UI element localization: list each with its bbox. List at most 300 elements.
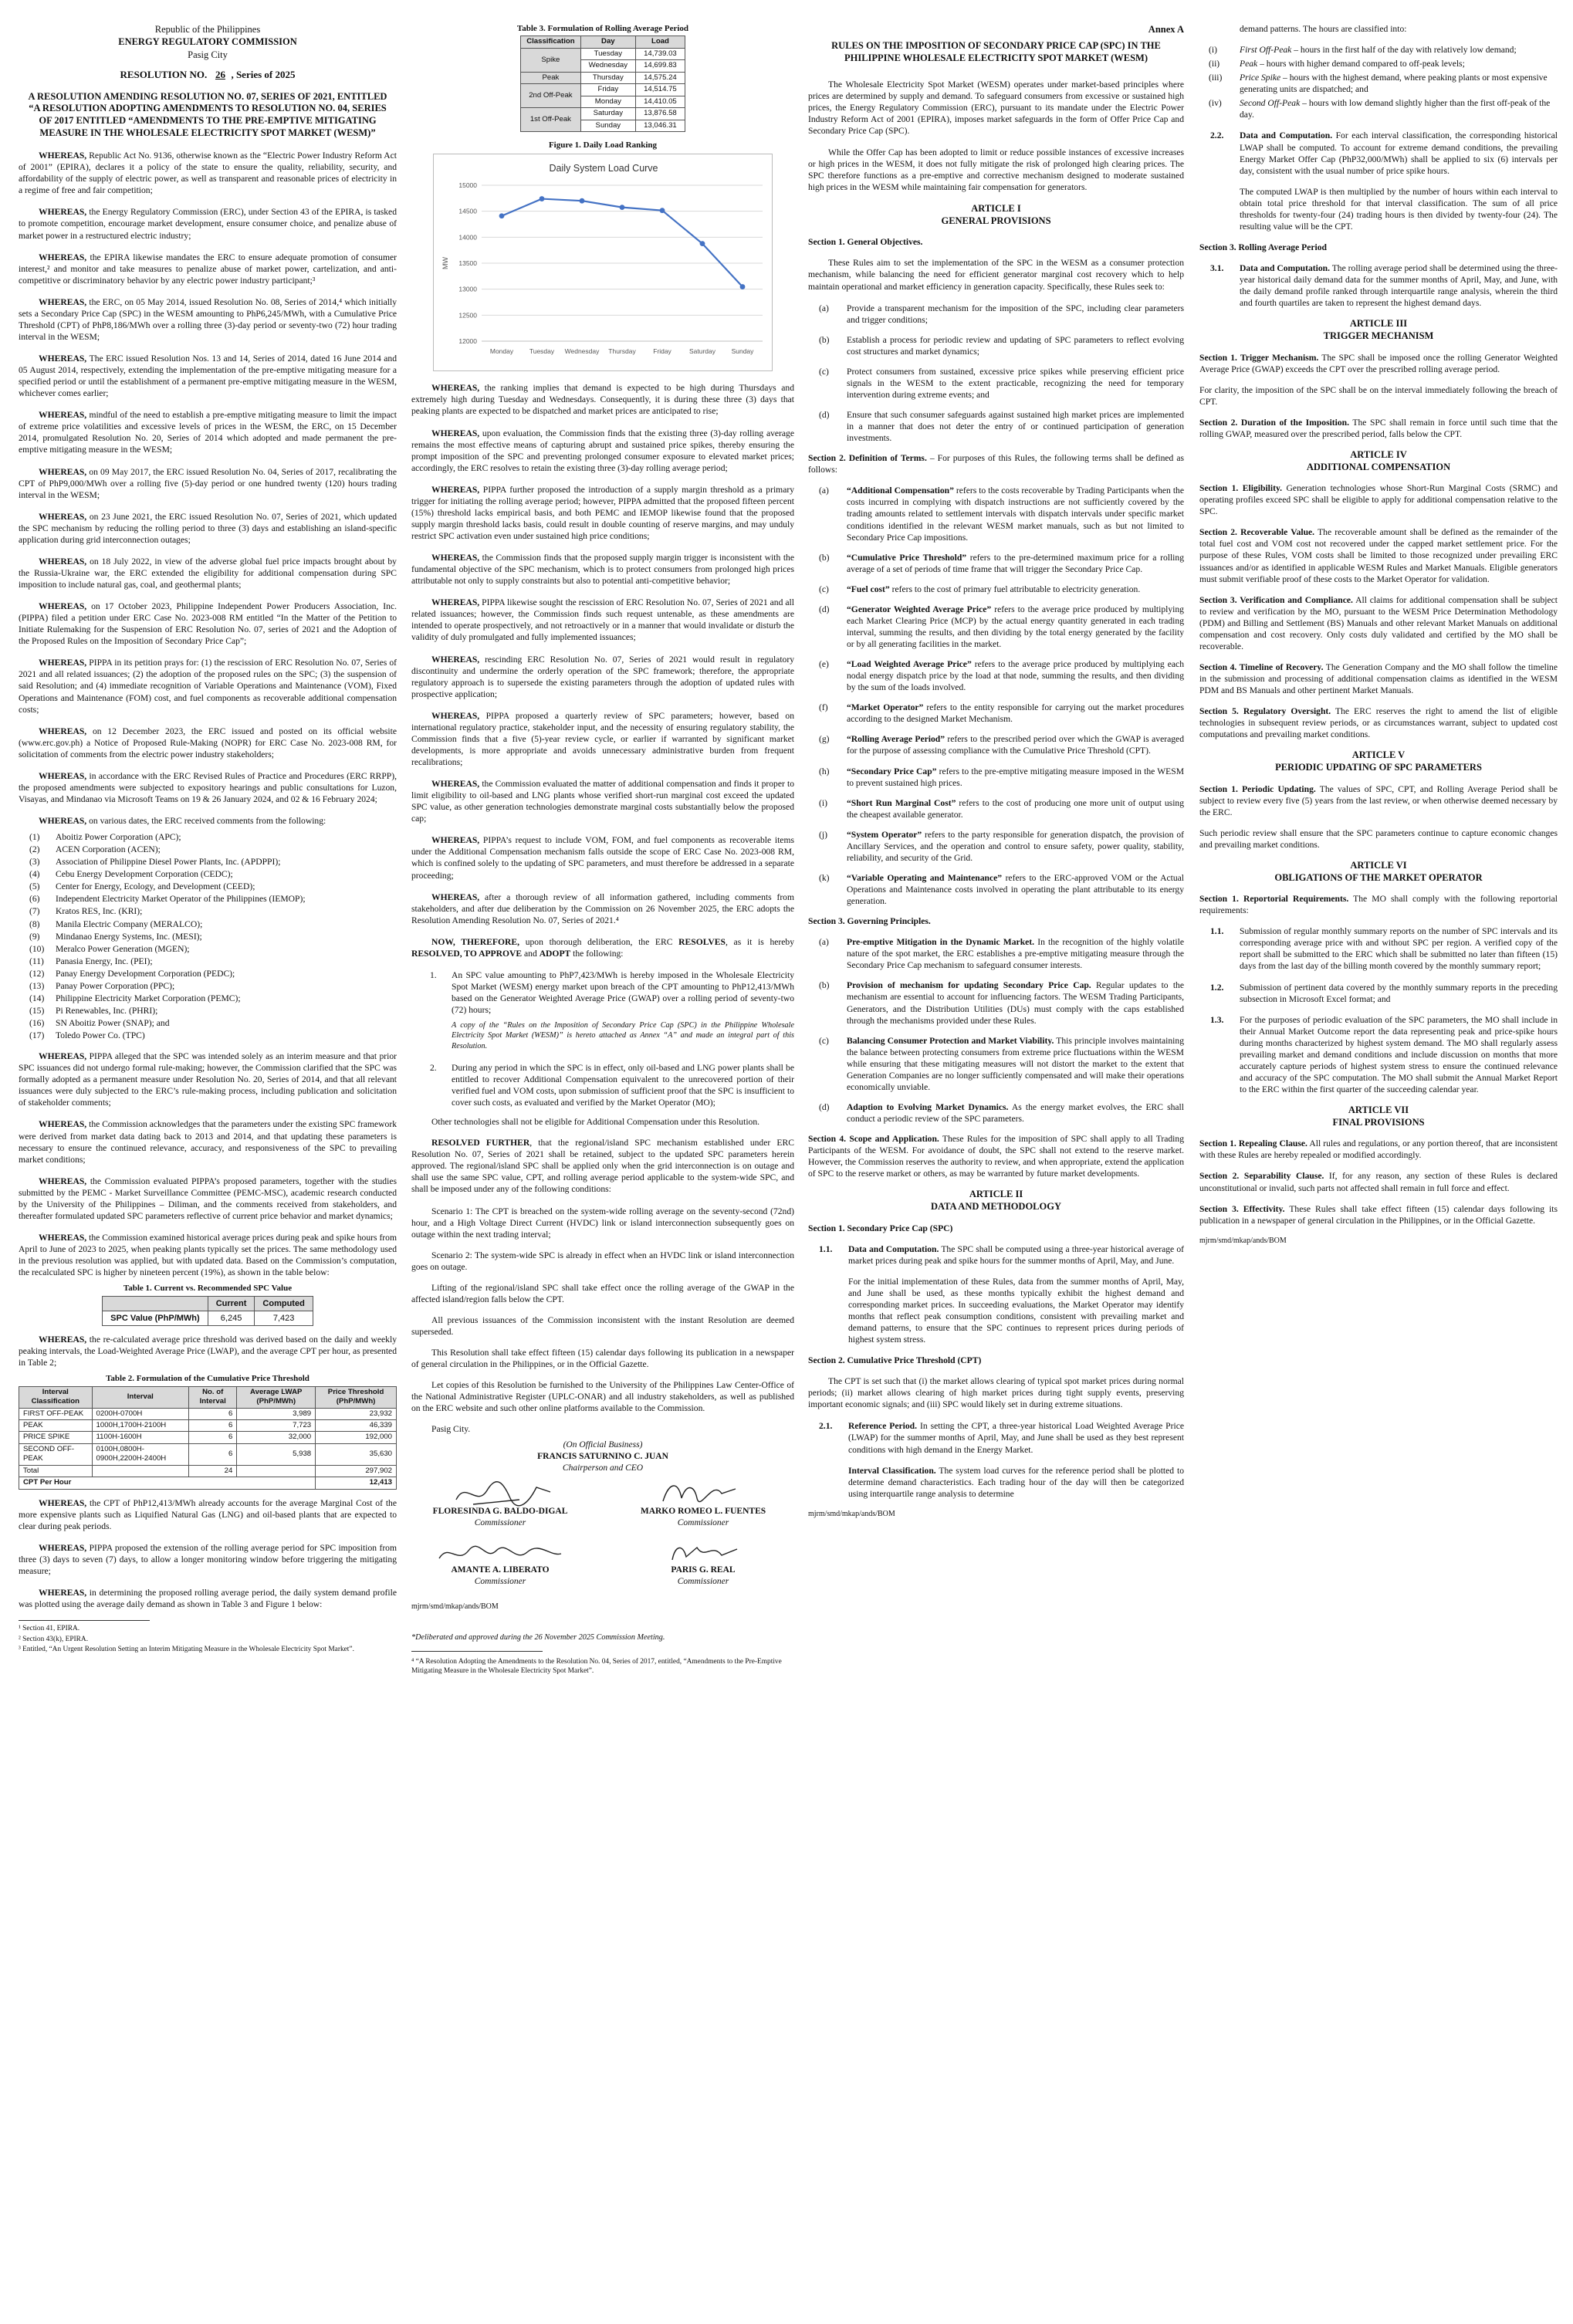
commissioner-signature-2: MARKO ROMEO L. FUENTES Commissioner	[640, 1507, 766, 1528]
defined-term: “Generator Weighted Average Price”	[847, 604, 992, 614]
table-total-row	[19, 1477, 397, 1489]
table-cell: 1100H-1600H	[92, 1432, 189, 1443]
list-number: (iv)	[1209, 98, 1222, 109]
table-cell: 35,630	[316, 1443, 397, 1465]
list-body: refers to the prescribed period over which the GWAP is averaged for the purpose of assessing compliance with the Cumulative Price Threshold (CPT).	[847, 734, 1184, 756]
table-row	[19, 1432, 397, 1443]
table-cell: 3,989	[237, 1408, 316, 1419]
list-text	[847, 1101, 1184, 1125]
list-item	[29, 905, 397, 917]
article-1-heading: ARTICLE I GENERAL PROVISIONS	[941, 203, 1051, 226]
list-item	[819, 658, 1184, 693]
list-text	[847, 829, 1184, 864]
list-number: (a)	[819, 303, 829, 313]
list-text	[847, 733, 1184, 756]
list-number: (k)	[819, 872, 830, 883]
list-item	[1209, 58, 1558, 69]
article-7-heading: ARTICLE VII FINAL PROVISIONS	[1332, 1104, 1425, 1128]
table-cell: Peak	[521, 72, 580, 83]
table-cell: Sunday	[580, 120, 636, 131]
x-tick-label: Monday	[489, 347, 514, 356]
defined-term: Peak	[1240, 59, 1258, 69]
scenario-2: Scenario 2: The system-wide SPC is already in effect when an HVDC link or island interconnection goes on outage.	[411, 1250, 794, 1272]
whereas-clause: WHEREAS, rescinding ERC Resolution No. 07, Series of 2021 would result in regulatory discontinuity and undermine the orderly operation of the SPC framework; therefore, the appropriate regulatory approach is to supersede the existing parameters through the adoption of updated rules with prospective application;	[411, 654, 794, 699]
whereas-clause: WHEREAS, the CPT of PhP12,413/MWh already accounts for the average Marginal Cost of the more expensive plants such as Liquified Natural Gas (LNG) and oil-based plants that are expected to clear during peak periods.	[19, 1497, 397, 1531]
table-cell: 5,938	[237, 1443, 316, 1465]
place-line: Pasig City.	[431, 1424, 471, 1435]
data-point	[660, 208, 665, 214]
table-header: No. of Interval	[189, 1386, 237, 1408]
whereas-clause: WHEREAS, on various dates, the ERC received comments from the following:	[39, 816, 326, 827]
list-body: In the recognition of the highly volatile nature of the spot market, the ERC establishes a pre-emptive mitigating measure through the Secondary Price Cap mechanism to safeguard consumer interests.	[847, 937, 1184, 971]
annex-intro: While the Offer Cap has been adopted to limit or reduce possible instances of excessive increases or high prices in the WESM, it does not fully mitigate the risk of prolonged high clearing prices. The SPC therefore functions as a pre-emptive and corrective mechanism designed to moderate sustained high prices in the WESM while maintaining fair compensation for generators.	[808, 147, 1184, 192]
data-point	[499, 214, 505, 219]
list-number: (8)	[29, 918, 40, 929]
list-text: Philippine Electricity Market Corporation (PEMC);	[56, 993, 241, 1003]
table-row	[521, 48, 685, 59]
whereas-clause: WHEREAS, on 12 December 2023, the ERC issued and posted on its official website (www.erc.gov.ph) a Notice of Proposed Rule-Making (NOPR) for ERC Case No. 2023-008 RM, for solicitation of comments from the electric power industry stakeholders;	[19, 726, 397, 759]
list-text	[847, 303, 1184, 326]
list-body: refers to the cost of primary fuel attributable to electricity generation.	[889, 584, 1141, 594]
list-text: For the purposes of periodic evaluation of the SPC parameters, the MO shall include in their Annual Market Outcome report the data representing peak and price-spike hours during months characterized by highest system demand. The MO shall regularly assess prevailing market and demand conditions and include discussion on months that more accurately capture periods of highest system stress to ensure the continued relevance and accuracy of the SPC computation. The MO shall submit the Annual Market Report to the ERC within the first quarter of the succeeding calendar year.	[1240, 1014, 1558, 1094]
whereas-clause: WHEREAS, the Commission evaluated PIPPA’s proposed parameters, together with the studies submitted by the PEMC - Market Surveillance Committee (PEMC-MSC), academic research conducted by the University of the Philippines – Diliman, and the comments received from stakeholders, and thereafter formulated updated SPC parameters reflective of current price behavior and market dynamics;	[19, 1176, 397, 1221]
list-item	[29, 968, 397, 979]
list-item	[29, 931, 397, 942]
whereas-clause: WHEREAS, The ERC issued Resolution Nos. 13 and 14, Series of 2014, dated 16 June 2014 and 05 August 2014, respectively, extending the implementation of the pre-emptive mitigating measure for a specified period or until the establishment of a permanent pre-emptive mitigating measure in the WESM, whichever comes earlier;	[19, 354, 397, 399]
list-number: (f)	[819, 702, 828, 713]
list-item	[29, 918, 397, 930]
defined-term: Price Spike	[1240, 73, 1281, 83]
table-cell: 32,000	[237, 1432, 316, 1443]
table-cell: 0100H,0800H-0900H,2200H-2400H	[92, 1443, 189, 1465]
list-text	[847, 552, 1184, 575]
section-body: Section 2. Recoverable Value. The recoverable amount shall be defined as the remainder of the total fuel cost and VOM cost not recovered under the capped market settlement price. For the purpose of these Rules, VOM costs shall be limited to those recognized under prevailing ERC issuances and/or as identified in applicable WESM Rules and Market Manuals. Eligible generators must submit verifiable proof of these costs to the Market Operator for validation.	[1199, 527, 1558, 584]
section-body: Section 4. Timeline of Recovery. The Generation Company and the MO shall follow the timeline in the submission and processing of additional compensation claims as identified in the WESM PDM and BS Manuals and other pertinent Market Manuals.	[1199, 661, 1558, 696]
list-number: (a)	[819, 937, 829, 948]
list-item	[819, 766, 1184, 789]
list-item	[819, 829, 1184, 864]
table-cell	[237, 1465, 316, 1477]
list-text: Submission of regular monthly summary reports on the number of SPC intervals and its corresponding average price with and without SPC per region. A verified copy of the report shall be submitted to the ERC which shall be submitted no later than fifteen (15) days from the last day of the billing month covered by the monthly summary report;	[1240, 926, 1558, 972]
x-tick-label: Wednesday	[564, 347, 600, 356]
table-cell: Tuesday	[580, 48, 636, 59]
list-body: – hours with low demand slightly higher than the first off-peak of the day.	[1240, 98, 1551, 120]
list-number: (e)	[819, 659, 829, 670]
list-text: Manila Electric Company (MERALCO);	[56, 918, 203, 929]
republic-line: Republic of the Philippines	[154, 24, 261, 35]
table-cell: 14,699.83	[636, 60, 685, 72]
effectivity-clause: This Resolution shall take effect fifteen (15) calendar days following its publication in a newspaper of general circulation in the Philippines, or in the Official Gazette.	[411, 1348, 794, 1370]
numbered-subsection: 3.1. Data and Computation. The rolling average period shall be determined using the three-year historical daily demand data for the summer months of April, May, and June, with the daily demand profile ranked through interquartile range analysis, wherein the third and fourth quartiles are taken to represent the highest demand days.	[1210, 263, 1558, 309]
section-body: The CPT is set such that (i) the market allows clearing of typical spot market prices during normal periods; (ii) market allows clearing of high market prices during tight supply events, preserving important economic signals; and (iii) SPC would likely set in during extreme situations.	[808, 1376, 1184, 1410]
list-number: (i)	[819, 797, 827, 808]
list-body: Ensure that such consumer safeguards against sustained high market prices are implemented in a manner that does not deter the entry of or continued participation of generation investments.	[847, 410, 1184, 444]
data-point	[540, 197, 545, 202]
commissioner-signature-3: AMANTE A. LIBERATO Commissioner	[451, 1565, 550, 1587]
list-number: (1)	[29, 832, 40, 843]
defined-term: “Short Run Marginal Cost”	[847, 797, 956, 808]
list-item	[819, 334, 1184, 357]
table-cell: 6	[189, 1419, 237, 1431]
table-cell: PRICE SPIKE	[19, 1432, 93, 1443]
other-tech-clause: Other technologies shall not be eligible for Additional Compensation under this Resolution.	[431, 1117, 760, 1128]
list-number: (c)	[819, 584, 829, 594]
whereas-clause: WHEREAS, PIPPA likewise sought the rescission of ERC Resolution No. 07, Series of 2021 and all related issuances; however, the Commission finds such request untenable, as these amendments are intended to operate prospectively, and not retroactively or in a manner that would invalidate or disturb the validity of duly promulgated and fully implemented issuances;	[411, 597, 794, 643]
list-text	[1240, 44, 1517, 56]
table-cell: 1000H,1700H-2100H	[92, 1419, 189, 1431]
table-cell: Spike	[521, 48, 580, 72]
list-body: Regular updates to the mechanism are essential to account for influencing factors. The WESM Trading Participants, Generators, and the Distribution Utilities (DUs) must comply with the caps established through the mechanisms provided under these Rules.	[847, 980, 1184, 1026]
list-item	[1209, 97, 1558, 120]
resolving-clause: NOW, THEREFORE, upon thorough deliberation, the ERC RESOLVES, as it is hereby RESOLVED, TO APPROVE and ADOPT the following:	[411, 936, 794, 959]
list-text	[847, 584, 1184, 595]
list-number: (i)	[1209, 45, 1217, 56]
whereas-clause: WHEREAS, PIPPA in its petition prays for: (1) the rescission of ERC Resolution No. 07, Series of 2021 and all related issuances; (2) the adoption of the proposed rules on the SPC; (3) the suspension of said Resolution; and (4) immediate recognition of Variable Operations and Maintenance (VOM), Fixed Operations and Maintenance (FOM) cost, and fuel components as recoverable additional compensation costs;	[19, 658, 397, 715]
lifting-clause: Lifting of the regional/island SPC shall take effect once the rolling average of the GWAP in the affected island/region falls below the CPT.	[411, 1282, 794, 1304]
resolution-items	[430, 969, 794, 1108]
continued-text: demand patterns. The hours are classified into:	[1240, 24, 1407, 34]
table-cell: 6	[189, 1408, 237, 1419]
table-row	[521, 108, 685, 120]
list-text: Panasia Energy, Inc. (PEI);	[56, 956, 153, 966]
list-body: – hours with higher demand compared to off-peak levels;	[1257, 59, 1465, 69]
section-4-scope: Section 4. Scope and Application. These Rules for the imposition of SPC shall apply to all Trading Participants of the WESM. For avoidance of doubt, the SPC shall not extend to the reserve market. However, the Commission reserves the authority to review, and when appropriate, extend the application of SPC to the reserve market or others, as may be warranted by future market developments.	[808, 1134, 1184, 1179]
section-body: Section 3. Verification and Compliance. All claims for additional compensation shall be subject to review and verification by the MO, pursuant to the WESM Price Determination Methodology (PDM) and Billing and Settlement (BS) Manuals and other relevant Market Manuals on additional compensation and cost recovery. Only costs duly validated and certified by the MO shall be recoverable.	[1199, 594, 1558, 651]
list-body: This principle involves maintaining the balance between protecting consumers from extreme price fluctuations within the WESM while ensuring that these mitigating measures will not distort the market to the extent that Generation Companies are no longer sufficiently compensated and will make their operations economically unviable.	[847, 1035, 1184, 1092]
table2-caption: Table 2. Formulation of the Cumulative Price Threshold	[106, 1374, 310, 1384]
section-body: Section 1. Periodic Updating. The values of SPC, CPT, and Rolling Average Period shall be subject to review every five (5) years from the last review, or when otherwise deemed necessary by the ERC.	[1199, 783, 1558, 817]
defined-term: “Market Operator”	[847, 702, 924, 713]
list-text: Meralco Power Generation (MGEN);	[56, 943, 190, 954]
list-number: (ii)	[1209, 59, 1220, 69]
defined-term: “Fuel cost”	[847, 584, 890, 594]
resolved-further-clause: RESOLVED FURTHER, that the regional/island SPC mechanism established under ERC Resolution No. 07, Series of 2021 shall be retained, subject to the updated SPC parameters herein approved. The regional/island SPC shall be applied only when the grid interconnection is on outage and shall use the same SPC value, CPT, and rolling average period applicable to the system-wide SPC, and shall be imposed under any of the following conditions:	[411, 1138, 794, 1195]
defined-term: Adaption to Evolving Market Dynamics.	[847, 1101, 1009, 1112]
table-row	[19, 1443, 397, 1465]
list-text: Submission of pertinent data covered by the monthly summary reports in the preceding subsection in Microsoft Excel format; and	[1240, 982, 1558, 1004]
list-text: Panay Power Corporation (PPC);	[56, 980, 175, 991]
section-body: These Rules aim to set the implementation of the SPC in the WESM as a consumer protection mechanism, while balancing the need for efficient generator marginal cost recovery which to help maintain operational and market efficiency in generation capacity. Specifically, these Rules seek to:	[808, 258, 1184, 292]
list-text: Independent Electricity Market Operator of the Philippines (IEMOP);	[56, 894, 306, 905]
initials: mjrm/smd/mkap/ands/BOM	[411, 1602, 499, 1612]
table-cell: Monday	[580, 96, 636, 107]
initials: mjrm/smd/mkap/ands/BOM	[808, 1509, 895, 1518]
subsection-body: For the initial implementation of these Rules, data from the summer months of April, May, and June shall be used, as these months typically exhibit the highest demand and corresponding market prices. In succeeding evaluations, the Market Operator may identify months that reflect peak consumption conditions, consistent with prevailing market and demand patterns, to ensure that the SPC continues to represent prices during periods of highest system stress.	[848, 1276, 1184, 1345]
section-body: Section 2. Separability Clause. If, for any reason, any section of these Rules is declared unconstitutional or invalid, such parts not affected shall remain in full force and effect.	[1199, 1171, 1558, 1193]
list-item	[819, 979, 1184, 1026]
y-tick-label: 15000	[458, 181, 477, 190]
table-cell: Thursday	[580, 72, 636, 83]
table-cell: Total	[19, 1465, 93, 1477]
list-number: (3)	[29, 857, 40, 868]
deliberation-note: *Deliberated and approved during the 26 November 2025 Commission Meeting.	[411, 1633, 665, 1642]
list-number: (5)	[29, 881, 40, 892]
table-cell: 13,876.58	[636, 108, 685, 120]
agency-city: Pasig City	[188, 49, 228, 60]
list-number: (g)	[819, 734, 830, 745]
footnotes	[19, 1624, 397, 1654]
list-number: (j)	[819, 829, 827, 840]
whereas-clause: WHEREAS, PIPPA’s request to include VOM, FOM, and fuel components as recoverable items under the Additional Compensation mechanism falls outside the scope of ERC Case No. 2023-008 RM, which is confined solely to the updating of SPC parameters, and must therefore be addressed in a separate proceeding;	[411, 835, 794, 881]
whereas-clause: WHEREAS, the Commission finds that the proposed supply margin trigger is inconsistent with the fundamental objective of the SPC mechanism, which is to protect consumers from prolonged high prices attributable not only to supply constraints but also to potential anti-competitive behavior;	[411, 553, 794, 587]
table-cell: 13,046.31	[636, 120, 685, 131]
list-number: (4)	[29, 869, 40, 880]
y-tick-label: 13000	[458, 286, 477, 294]
table-header: Average LWAP (PhP/MWh)	[237, 1386, 316, 1408]
footnote: ¹ Section 41, EPIRA.	[19, 1625, 80, 1633]
chair-signature: (On Official Business) FRANCIS SATURNINO C. JUAN Chairperson and CEO	[537, 1440, 668, 1473]
list-body: refers to the average price produced by multiplying each nodal energy dispatch price by the load at that node, summing the results, and then dividing by the sum of the loads involved.	[847, 659, 1184, 693]
list-item	[29, 1005, 397, 1017]
resolution-title: A RESOLUTION AMENDING RESOLUTION NO. 07, SERIES OF 2021, ENTITLED “A RESOLUTION ADOPTING AMENDMENTS TO RESOLUTION NO. 04, SERIES OF 2017 ENTITLED “AMENDMENTS TO THE PRE-EMPTIVE MITIGATING MEASURE IN THE WHOLESALE ELECTRICITY SPOT MARKET (WESM)”	[28, 90, 387, 138]
table-cell: 23,932	[316, 1408, 397, 1419]
resolution-number: RESOLUTION NO. 26 , Series of 2025	[120, 68, 296, 80]
reportorial-list	[1199, 925, 1558, 1095]
list-item	[29, 844, 397, 855]
list-item	[29, 980, 397, 992]
numbered-subsection: 2.1. Reference Period. In setting the CPT, a three-year historical Load Weighted Average Price (LWAP) for the summer months of April, May, and June shall be used as they best represent conditions with high demand in the Energy Market.	[819, 1421, 1184, 1455]
table-header: Classification	[521, 36, 580, 48]
list-number: (iii)	[1209, 73, 1223, 83]
list-item	[29, 831, 397, 843]
list-item	[819, 366, 1184, 401]
y-tick-label: 12500	[458, 311, 477, 320]
annex-intro: The Wholesale Electricity Spot Market (WESM) operates under market-based principles where prices are determined by supply and demand. To safeguard consumers from excessive or sustained high prices, the Energy Regulatory Commission (ERC), pursuant to its mandate under the Electric Power Industry Reform Act of 2001 (EPIRA), imposes market safeguards in the form of Offer Price Cap and Secondary Price Cap (SPC).	[808, 79, 1184, 136]
table-cell: 14,514.75	[636, 84, 685, 96]
list-text: ACEN Corporation (ACEN);	[56, 844, 161, 855]
whereas-clause: WHEREAS, PIPPA alleged that the SPC was intended solely as an interim measure and that prior SPC issuances did not undergo formal rule-making; however, the Commission clarified that the SPC was formally adopted as a permanent measure under Resolution No. 20, Series of 2014, and that all relevant issuances were duly subjected to the ERC’s rule-making process, including publication and solicitation of stakeholder comments;	[19, 1051, 397, 1108]
whereas-clause: WHEREAS, on 23 June 2021, the ERC issued Resolution No. 07, Series of 2021, which updated the SPC mechanism by reducing the rolling period to three (3) days and establishing an island-specific application during grid interconnection outages;	[19, 511, 397, 545]
table-cell: Friday	[580, 84, 636, 96]
section-2-definitions: Section 2. Definition of Terms. – For purposes of this Rules, the following terms shall be defined as follows:	[808, 453, 1184, 475]
list-item	[819, 303, 1184, 326]
defined-term: “Additional Compensation”	[847, 485, 954, 496]
list-number: (b)	[819, 980, 830, 991]
list-item	[819, 409, 1184, 444]
copies-clause: Let copies of this Resolution be furnished to the University of the Philippines Law Center-Office of the National Administrative Register (UPLC-ONAR) and all industry stakeholders, as well as published on the ERC website and such other online platforms available to the Commission.	[411, 1380, 794, 1414]
table-cell: 297,902	[316, 1465, 397, 1477]
interval-classes	[1199, 44, 1558, 120]
list-number: (d)	[819, 1101, 830, 1112]
list-item	[29, 868, 397, 880]
resolution-number-value: 26	[215, 68, 225, 80]
list-item	[29, 1030, 397, 1041]
table-cell: 6	[189, 1432, 237, 1443]
article-4-heading: ARTICLE IV ADDITIONAL COMPENSATION	[1306, 448, 1451, 472]
list-number: (2)	[29, 844, 40, 855]
whereas-clause: WHEREAS, upon evaluation, the Commission finds that the existing three (3)-day rolling average remains the most effective means of capturing abrupt and sustained price spikes, thereby ensuring the prompt imposition of the SPC and preventing prolonged consumer exposure to elevated market prices; accordingly, the ERC resolves to retain the existing three (3)-day rolling average period;	[411, 428, 794, 473]
table-cell: Wednesday	[580, 60, 636, 72]
table-cell: 14,410.05	[636, 96, 685, 107]
list-item	[819, 797, 1184, 820]
list-number: (15)	[29, 1005, 45, 1016]
list-item	[29, 943, 397, 955]
list-item	[819, 936, 1184, 971]
table-cell: SECOND OFF-PEAK	[19, 1443, 93, 1465]
objective-list	[808, 303, 1184, 445]
spc-value-table: Current Computed SPC Value (PhP/MWh) 6,245 7,423	[102, 1296, 313, 1327]
list-item	[819, 702, 1184, 725]
list-text: Association of Philippine Diesel Power Plants, Inc. (APDPPI);	[56, 857, 281, 868]
list-text	[847, 872, 1184, 907]
list-number: (7)	[29, 906, 40, 917]
list-body: – hours with the highest demand, where peaking plants or most expensive generating units are dispatched; and	[1240, 73, 1548, 95]
section-body: Section 5. Regulatory Oversight. The ERC reserves the right to amend the list of eligible technologies in subsequent review periods, or as circumstances warrant, subject to updated cost computations and prevailing market conditions.	[1199, 706, 1558, 740]
whereas-clause: WHEREAS, Republic Act No. 9136, otherwise known as the “Electric Power Industry Reform Act of 2001” (EPIRA), declares it a policy of the state to ensure the quality, reliability, security, and affordability of the supply of electric power, as well as transparent and reasonable prices of electricity in a regime of free and fair competition;	[19, 151, 397, 196]
list-text	[847, 702, 1184, 725]
y-tick-label: 12000	[458, 337, 477, 346]
daily-load-chart	[433, 154, 773, 371]
defined-term: “Load Weighted Average Price”	[847, 659, 972, 670]
list-text: Mindanao Energy Systems, Inc. (MESI);	[56, 931, 202, 942]
list-item	[29, 881, 397, 892]
whereas-clause: WHEREAS, PIPPA proposed a quarterly review of SPC parameters; however, based on international regulatory practice, stakeholder input, and the necessity of ensuring regulatory stability, the Commission finds that a five (5)-year review cycle, or earlier if warranted by significant market developments, is more appropriate and avoids unnecessary administrative burden from frequent recalibrations;	[411, 710, 794, 768]
whereas-clause: WHEREAS, mindful of the need to establish a pre-emptive mitigating measure to limit the impact of extreme price volatilities and excessive levels of prices in the WESM, the ERC, on 15 December 2014, promulgated Resolution No. 20, Series of 2014 which adopted and made permanent the pre-emptive mitigating measure in the WESM;	[19, 410, 397, 455]
series-line	[502, 199, 743, 287]
cpt-formulation-table	[19, 1386, 397, 1490]
y-tick-label: 14000	[458, 233, 477, 242]
list-body: Protect consumers from sustained, excessive price spikes while preserving efficient price signals in the WESM to the extent practicable, recognizing the need for temporary intervention during extreme events; and	[847, 366, 1184, 400]
list-number: (h)	[819, 766, 830, 776]
footnote-rule	[411, 1651, 543, 1654]
list-item	[819, 872, 1184, 907]
whereas-clause: WHEREAS, the EPIRA likewise mandates the ERC to ensure adequate promotion of consumer interest,² and monitor and take measures to penalize abuse of market power, cartelization, and anti-competitive or discriminatory behavior by any electric power industry participant;³	[19, 252, 397, 286]
whereas-clause: WHEREAS, the ranking implies that demand is expected to be high during Thursdays and extremely high during Tuesday and Wednesdays. Consequently, it is during these three (3) days that peaking plants are expected to be dispatched and market prices are anticipated to rise;	[411, 383, 794, 417]
data-point	[700, 242, 705, 247]
list-item	[29, 1017, 397, 1029]
list-text	[847, 366, 1184, 401]
y-axis-label: MW	[441, 257, 449, 270]
whereas-clause: WHEREAS, the re-calculated average price threshold was derived based on the daily and weekly peaking intervals, the Load-Weighted Average Price (LWAP), and the average CPT per hour, as presented in Table 2;	[19, 1335, 397, 1368]
list-item	[819, 1101, 1184, 1125]
table-cell: 14,739.03	[636, 48, 685, 59]
x-tick-label: Sunday	[731, 347, 754, 356]
annex-note: A copy of the “Rules on the Imposition of Secondary Price Cap (SPC) in the Philippine Wholesale Electricity Spot Market (WESM)” is hereto attached as Annex “A” and made an integral part of this Resolution.	[452, 1021, 794, 1050]
list-text	[1240, 58, 1465, 69]
table-cell: 0200H-0700H	[92, 1408, 189, 1419]
whereas-clause: WHEREAS, in accordance with the ERC Revised Rules of Practice and Procedures (ERC RRPP), the proposed amendments were subjected to expository hearings and public consultations for Luzon, Visayas, and Mindanao via Microsoft Teams on 19 & 26 January 2024, and 02 & 16 February 2024;	[19, 770, 397, 804]
list-item	[819, 552, 1184, 575]
list-number: (c)	[819, 366, 829, 377]
list-text	[847, 1035, 1184, 1093]
defined-term: Second Off-Peak	[1240, 98, 1301, 109]
defined-term: “Variable Operating and Maintenance”	[847, 872, 1003, 883]
resolution-item-1: 1. An SPC value amounting to PhP7,423/MWh is hereby imposed in the Wholesale Electricity Spot Market (WESM) energy market upon breach of the CPT amounting to PhP12,413/MWh based on the Generator Weighted Average Price (GWAP) over a rolling period of seventy-two (72) hours; A copy of the “Rules on the Imposition of Secondary Price Cap (SPC) in the Philippine Wholesale Electricity Spot Market (WESM)” is hereto attached as Annex “A” and made an integral part of this Resolution.	[430, 969, 794, 1050]
article-5-heading: ARTICLE V PERIODIC UPDATING OF SPC PARAMETERS	[1275, 749, 1482, 773]
signature-block	[411, 1439, 794, 1632]
chart-svg	[434, 154, 773, 372]
defined-term: First Off-Peak	[1240, 45, 1292, 56]
list-item	[29, 956, 397, 967]
principles-list	[808, 936, 1184, 1125]
footnote-rule	[19, 1620, 150, 1623]
table-cell: 46,339	[316, 1419, 397, 1431]
section-body: Section 3. Effectivity. These Rules shall take effect fifteen (15) calendar days following its publication in a newspaper of general circulation in the Philippines, or in the Official Gazette.	[1199, 1203, 1558, 1226]
section-heading: Section 3. Rolling Average Period	[1199, 242, 1327, 252]
footnote: ² Section 43(k), EPIRA.	[19, 1635, 89, 1643]
list-number: (14)	[29, 993, 45, 1003]
list-number: (10)	[29, 943, 45, 954]
list-item	[1210, 982, 1558, 1005]
numbered-subsection: 2.2. Data and Computation. For each interval classification, the corresponding historical LWAP shall be computed. To account for extreme demand conditions, the prevailing Energy Market Offer Cap (PhP32,000/MWh) shall be applied to six (6) intervals per day, consistent with the usual number of price spike hours.	[1210, 130, 1558, 176]
whereas-clause: WHEREAS, on 17 October 2023, Philippine Independent Power Producers Association, Inc. (PIPPA) filed a petition under ERC Case No. 2023-008 RM entitled “In the Matter of the Petition to Initiate Rulemaking for the Suspension of ERC Resolution No. 07, series of 2021 and the Adoption of the Proposed Rules on the Imposition of Secondary Price Cap”;	[19, 601, 397, 647]
table-row	[19, 1408, 397, 1419]
list-text	[847, 979, 1184, 1026]
list-text: SN Aboitiz Power (SNAP); and	[56, 1018, 170, 1029]
whereas-clause: WHEREAS, the ERC, on 05 May 2014, issued Resolution No. 08, Series of 2014,⁴ which initially sets a Secondary Price Cap (SPC) in the WESM amounting to PhP6,245/MWh, with a Cumulative Price Threshold (CPT) of PhP8,186/MWh over a rolling three (3)-day period or seventy-two (72) hour trading interval in the WESM;	[19, 296, 397, 342]
table-cell: 7,723	[237, 1419, 316, 1431]
table-header: Load	[636, 36, 685, 48]
list-item	[819, 584, 1184, 595]
list-number: (17)	[29, 1030, 45, 1041]
defined-term: Balancing Consumer Protection and Market Viability.	[847, 1035, 1054, 1046]
whereas-clause: WHEREAS, the Energy Regulatory Commission (ERC), under Section 43 of the EPIRA, is tasked to promote competition, encourage market development, ensure consumer choice, and penalize abuse of market power in a restructured electric industry;	[19, 207, 397, 241]
table-cell: 6	[189, 1443, 237, 1465]
list-item	[1210, 925, 1558, 972]
x-tick-label: Thursday	[608, 347, 636, 356]
table1-caption: Table 1. Current vs. Recommended SPC Value	[123, 1284, 293, 1294]
x-tick-label: Saturday	[688, 347, 716, 356]
whereas-clause: WHEREAS, the Commission acknowledges that the parameters under the existing SPC framework were derived from market data dating back to 2013 and 2014, and that updating these parameters is necessary to ensure the continued relevance, accuracy, and responsiveness of the SPC to prevailing market conditions;	[19, 1119, 397, 1165]
list-text: Center for Energy, Ecology, and Development (CEED);	[56, 881, 255, 892]
whereas-clause: WHEREAS, on 18 July 2022, in view of the adverse global fuel price impacts brought about by the Russia-Ukraine war, the ERC extended the eligibility for additional compensation during SPC imposition to include natural gas, coal, and geothermal plants;	[19, 556, 397, 590]
list-number: (6)	[29, 894, 40, 905]
annex-title: RULES ON THE IMPOSITION OF SECONDARY PRICE CAP (SPC) IN THE PHILIPPINE WHOLESALE ELECTRICITY SPOT MARKET (WESM)	[831, 40, 1161, 63]
table-cell: 14,575.24	[636, 72, 685, 83]
table-row	[521, 84, 685, 96]
list-body: Establish a process for periodic review and updating of SPC parameters to reflect evolving cost structures and market dynamics;	[847, 334, 1184, 357]
scenario-1: Scenario 1: The CPT is breached on the system-wide rolling average on the seventy-second (72nd) hour, and a High Voltage Direct Current (HVDC) link or island interconnection subsequently goes on outage within the next trading interval;	[411, 1206, 794, 1240]
table-cell: 2nd Off-Peak	[521, 84, 580, 108]
list-item	[29, 856, 397, 868]
list-item	[819, 485, 1184, 543]
commenter-list	[29, 831, 397, 1041]
list-item	[819, 604, 1184, 650]
column-1	[19, 23, 397, 1654]
table-cell: 192,000	[316, 1432, 397, 1443]
resolution-item-2: 2. During any period in which the SPC is in effect, only oil-based and LNG power plants shall be entitled to recover Additional Compensation equivalent to the unrecovered portion of their verified fuel and VOM costs, upon submission of sufficient proof that the SPC is insufficient to cover such costs, as evaluated and verified by the Market Operator (MO);	[430, 1062, 794, 1108]
list-text: Toledo Power Co. (TPC)	[56, 1030, 145, 1041]
section-heading: Section 1. Secondary Price Cap (SPC)	[808, 1223, 953, 1233]
section-body: Section 1. Trigger Mechanism. The SPC shall be imposed once the rolling Generator Weighted Average Price (GWAP) exceeds the CPT over the prescribed rolling average period.	[1199, 352, 1558, 374]
section-heading: Section 3. Governing Principles.	[808, 916, 931, 927]
list-text	[847, 485, 1184, 543]
list-text	[847, 604, 1184, 650]
list-body: – hours in the first half of the day with relatively low demand;	[1291, 45, 1517, 56]
list-body: Provide a transparent mechanism for the imposition of the SPC, including clear parameters and trigger conditions;	[847, 303, 1184, 325]
data-point	[620, 205, 625, 211]
list-body: refers to the average price produced by multiplying each Market Clearing Price (MCP) by the actual energy quantity generated in each trading interval, summing the results, and then dividing by the total energy generated by the facility or by all generating facilities in the market.	[847, 604, 1184, 649]
article-3-heading: ARTICLE III TRIGGER MECHANISM	[1323, 318, 1434, 341]
list-number: 1.2.	[1210, 982, 1224, 993]
subsection-body: Interval Classification. The system load curves for the reference period shall be plotted to determine demand characteristics. Each trading hour of the day will then be categorized using interquartile range analysis to determine	[848, 1465, 1184, 1499]
list-number: (b)	[819, 552, 830, 563]
defined-term: “System Operator”	[847, 829, 922, 840]
table-header: Interval Classification	[19, 1386, 93, 1408]
list-item	[819, 1035, 1184, 1093]
list-number: (c)	[819, 1035, 829, 1046]
initials: mjrm/smd/mkap/ands/BOM	[1199, 1236, 1287, 1245]
list-body: refers to the ERC-approved VOM or the Actual Operations and Maintenance costs involved in operating the plant attributable to its energy generation.	[847, 872, 1184, 907]
list-item	[1209, 72, 1558, 95]
list-text	[1240, 72, 1558, 95]
list-body: refers to the pre-determined maximum price for a rolling average of a set of periods of time frame that will trigger the Secondary Price Cap.	[847, 552, 1184, 574]
list-body: refers to the entity responsible for carrying out the market procedures according to the designed Market Mechanism.	[847, 702, 1184, 725]
table-row	[521, 72, 685, 83]
figure1-caption: Figure 1. Daily Load Ranking	[548, 140, 658, 151]
subsection-body: The computed LWAP is then multiplied by the number of hours within each interval to obtain total price threshold for that interval classification. The sum of all price thresholds for twenty-four (24) trading hours is then divided by twenty-four (24). The resulting value will be the CPT.	[1240, 186, 1558, 232]
table-cell: CPT Per Hour	[19, 1477, 316, 1489]
